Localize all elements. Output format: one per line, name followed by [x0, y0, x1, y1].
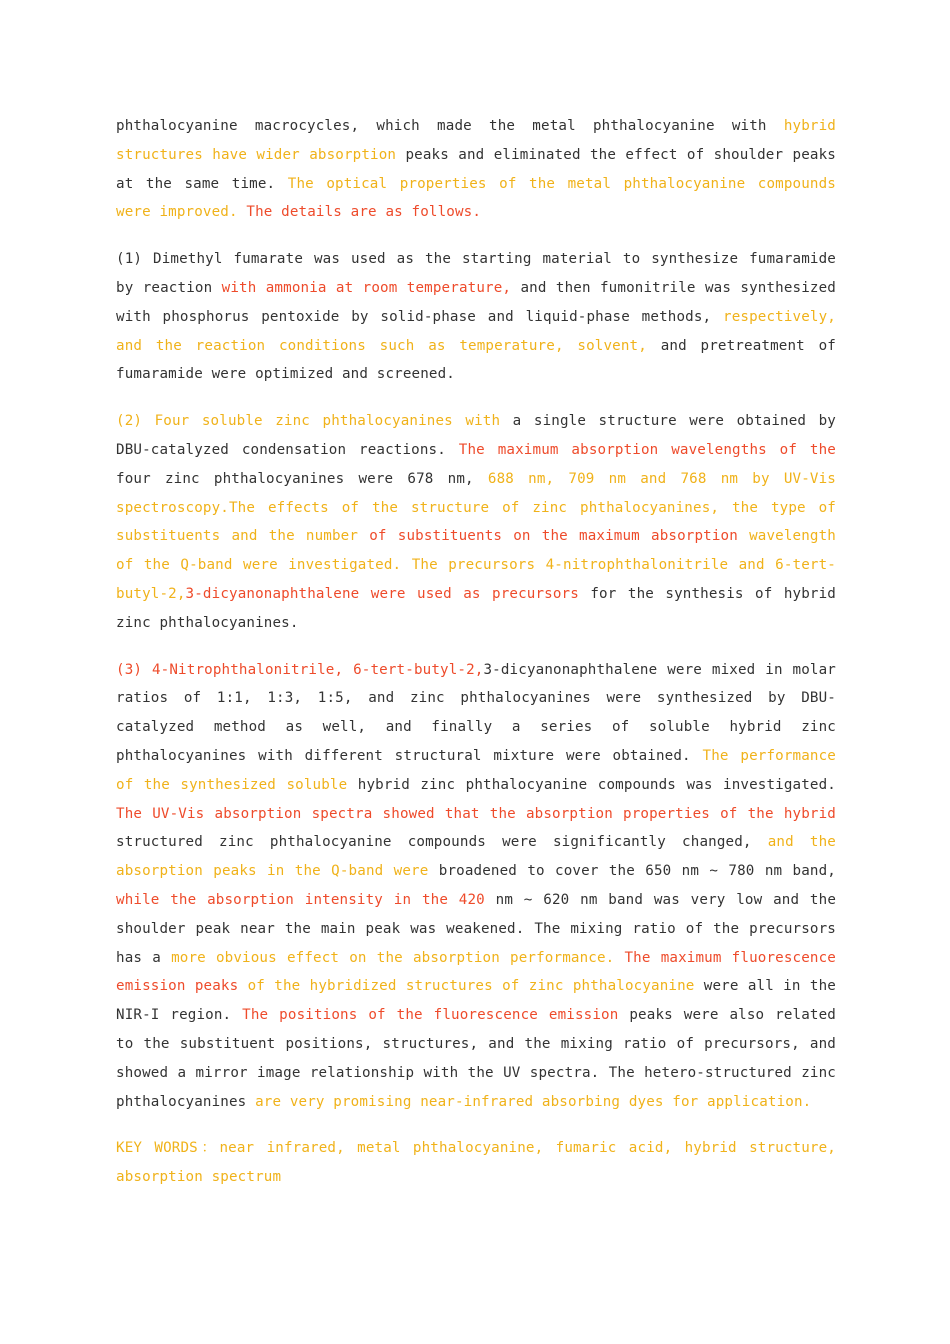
text-run: peaks were also related to the substituent positions, structures, and the mixing ratio of precursors, and showed a mirror image relationship with the UV spectra. The hetero-structured zinc phthalocyanines — [116, 1007, 837, 1110]
text-run: nm ~ 620 nm band was very low and the shoulder peak near the main peak was weakened. The mixing ratio of the precursors has a — [116, 891, 837, 966]
text-run: a single structure were obtained by DBU-catalyzed condensation reactions. — [116, 413, 837, 458]
text-run: are very promising near-infrared absorbing dyes for application. — [255, 1093, 812, 1110]
text-run: of the hybridized structures of zinc phthalocyanine — [238, 978, 695, 995]
text-run: (3) 4-Nitrophthalonitrile, 6-tert-butyl-2, — [116, 661, 484, 678]
text-run: 3-dicyanonaphthalene were used as precursors — [185, 585, 579, 602]
text-run: 688 nm, 709 nm and 768 nm by UV-Vis spectroscopy.The effects of the structure of zinc phthalocyanines, the type of substituents and the number — [116, 470, 836, 545]
text-run: phthalocyanine macrocycles, which made the metal phthalocyanine with — [116, 118, 784, 134]
text-run: The positions of the fluorescence emission — [242, 1007, 619, 1024]
text-run: while the absorption intensity in the 420 — [116, 891, 485, 908]
text-run: hybrid zinc phthalocyanine compounds was investigated. — [347, 776, 836, 793]
text-run: of substituents on the maximum absorption — [358, 528, 738, 545]
text-run: with ammonia at room temperature, — [221, 279, 512, 296]
paragraph-point-3 — [116, 656, 836, 1117]
text-run: The performance of the synthesized soluble — [116, 747, 836, 793]
text-run: broadened to cover the 650 nm ~ 780 nm band, — [428, 863, 836, 880]
text-run: The details are as follows. — [237, 204, 482, 221]
text-run: 3-dicyanonaphthalene were mixed in molar ratios of 1:1, 1:3, 1:5, and zinc phthalocyanines were synthesized by DBU-catalyzed method as well, and finally a series of soluble hybrid zinc phthalocyanines with different structural mixture were obtained. — [116, 661, 837, 764]
text-run: (1) Dimethyl fumarate was used as the starting material to synthesize fumaramide by reaction — [116, 251, 836, 296]
text-run: hybrid structures have wider absorption — [116, 118, 836, 163]
text-run: wavelength of the Q-band were investigated. The precursors 4-nitrophthalonitrile and 6-tert-butyl-2, — [116, 528, 836, 602]
text-run: The optical properties of the metal phthalocyanine compounds were improved. — [116, 175, 837, 221]
text-run: structured zinc phthalocyanine compounds were significantly changed, — [116, 834, 768, 851]
text-run: The UV-Vis absorption spectra showed that the absorption properties of the hybrid — [116, 805, 836, 822]
text-run: were all in the NIR-I region. — [116, 978, 836, 1024]
text-run: and then fumonitrile was synthesized with phosphorus pentoxide by solid-phase and liquid-phase methods, — [116, 279, 836, 325]
paragraph-point-1 — [116, 245, 836, 389]
paragraph-key-words — [116, 1134, 836, 1192]
text-run: The maximum absorption wavelengths of the — [458, 441, 837, 458]
text-run: peaks and eliminated the effect of shoulder peaks at the same time. — [116, 146, 836, 192]
text-run: respectively, and the reaction conditions such as temperature, solvent, — [116, 308, 836, 354]
paragraph-intro-continuation — [116, 112, 836, 227]
text-run: for the synthesis of hybrid zinc phthalocyanines. — [116, 585, 836, 631]
text-run: The maximum fluorescence emission peaks — [116, 949, 836, 995]
text-run: four zinc phthalocyanines were 678 nm, — [116, 470, 488, 487]
text-run: and the absorption peaks in the Q-band were — [116, 834, 836, 880]
paragraph-point-2 — [116, 407, 836, 637]
text-run: more obvious effect on the absorption performance. — [171, 949, 615, 966]
text-run: and pretreatment of fumaramide were optimized and screened. — [116, 337, 836, 383]
text-run: KEY WORDS：near infrared, metal phthalocyanine, fumaric acid, hybrid structure, absorption spectrum — [116, 1140, 836, 1186]
abstract-body — [116, 112, 836, 1210]
text-run: (2) Four soluble zinc phthalocyanines with — [116, 413, 501, 430]
